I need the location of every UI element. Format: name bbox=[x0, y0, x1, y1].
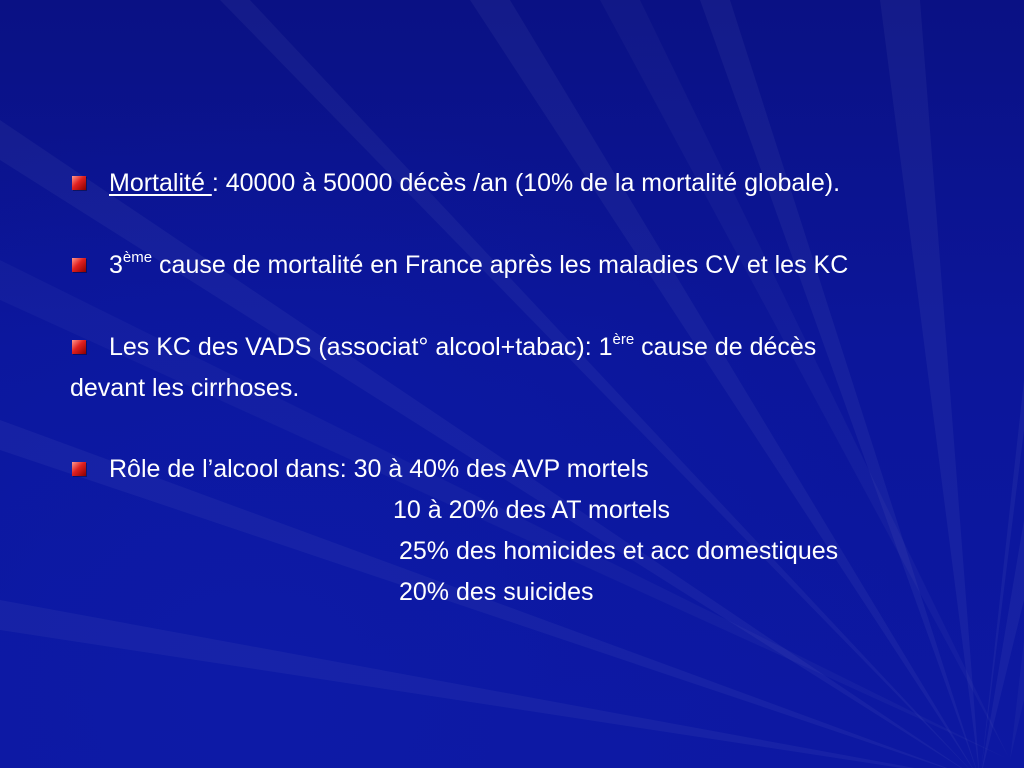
rank-suffix: ème bbox=[122, 248, 153, 266]
kc-vads-suffix: ère bbox=[612, 330, 635, 348]
bullet-role-alcool: Rôle de l’alcool dans: 30 à 40% des AVP mortels bbox=[109, 455, 649, 483]
red-square-bullet-icon bbox=[72, 462, 86, 476]
rank-number: 3 bbox=[109, 251, 123, 279]
role-alcool-subline: 10 à 20% des AT mortels bbox=[393, 496, 671, 524]
kc-vads-text-end: cause de décès bbox=[634, 333, 817, 361]
cause-text: cause de mortalité en France après les maladies CV et les KC bbox=[152, 251, 849, 279]
kc-vads-continuation: devant les cirrhoses. bbox=[70, 374, 300, 402]
role-alcool-subline: 20% des suicides bbox=[399, 578, 594, 606]
kc-vads-text: Les KC des VADS (associat° alcool+tabac): 1 bbox=[109, 333, 613, 361]
red-square-bullet-icon bbox=[72, 340, 86, 354]
mortalite-label: Mortalité bbox=[109, 169, 212, 197]
bullet-mortalite bbox=[109, 168, 840, 198]
red-square-bullet-icon bbox=[72, 258, 86, 272]
role-alcool-subline: 25% des homicides et acc domestiques bbox=[399, 537, 839, 565]
bullet-cause-mortalite bbox=[109, 250, 848, 280]
red-square-bullet-icon bbox=[72, 176, 86, 190]
bullet-kc-vads bbox=[109, 332, 816, 362]
mortalite-text: : 40000 à 50000 décès /an (10% de la mortalité globale). bbox=[211, 169, 841, 197]
